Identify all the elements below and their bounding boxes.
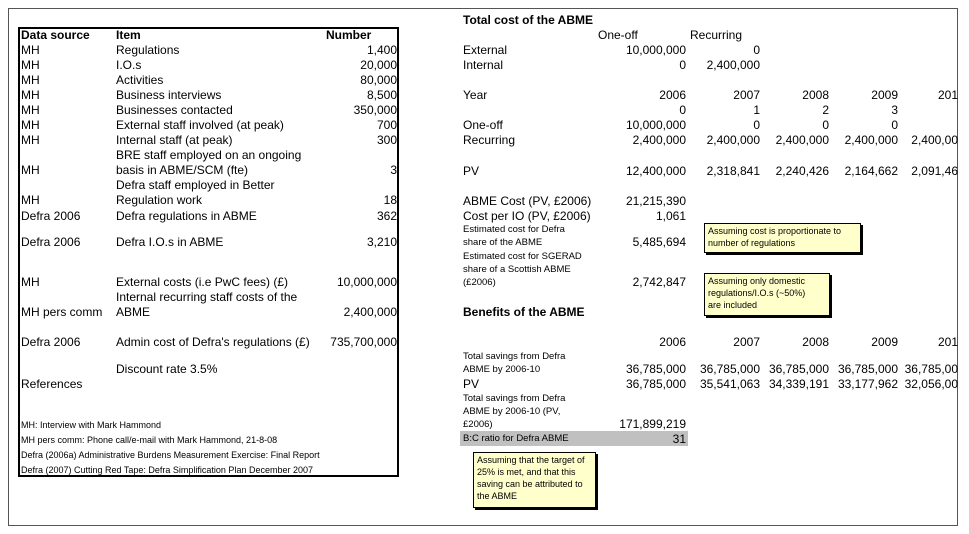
row-item: Businesses contacted <box>116 103 233 117</box>
row-source: Defra 2006 <box>21 335 81 349</box>
recurring-cell: 2,400,000 <box>706 133 760 147</box>
oneoff-cell: 0 <box>822 118 829 132</box>
benefit-pv-cell: 33,177,962 <box>837 377 898 391</box>
year-cell: 2006 <box>659 88 686 102</box>
row-item: Activities <box>116 73 164 87</box>
bc-ratio-label: B:C ratio for Defra ABME <box>463 433 569 444</box>
year-label: Year <box>463 88 488 102</box>
benefit-year-cell: 2008 <box>802 335 829 349</box>
note-line: are included <box>708 300 758 310</box>
row-number: 300 <box>376 133 397 147</box>
benefit-pv-cell: 32,056,00 <box>904 377 958 391</box>
reference-item: MH: Interview with Mark Hammond <box>21 420 162 430</box>
row-item: Regulations <box>116 43 180 57</box>
pv-cell: 2,164,662 <box>844 164 898 178</box>
row-item: basis in ABME/SCM (fte) <box>116 163 249 177</box>
row-number: 3 <box>390 163 397 177</box>
row-source: MH <box>21 43 40 57</box>
note-line: regulations/I.O.s (~50%) <box>708 288 806 298</box>
internal-oneoff: 0 <box>679 58 686 72</box>
row-source: MH <box>21 133 40 147</box>
row-item: Defra staff employed in Better <box>116 178 275 192</box>
year-cell: 2007 <box>733 88 760 102</box>
savings-cell: 36,785,00 <box>904 362 958 376</box>
row-item: Defra I.O.s in ABME <box>116 235 224 249</box>
row-source: MH pers comm <box>21 305 103 319</box>
row-number: 700 <box>376 118 397 132</box>
recurring-label: Recurring <box>463 133 516 147</box>
header-item: Item <box>116 28 141 42</box>
row-item: ABME <box>116 305 151 319</box>
year-index-cell: 2 <box>822 103 829 117</box>
benefits-pv-label: PV <box>463 377 480 391</box>
year-index-cell: 3 <box>891 103 898 117</box>
cost-per-io-label: Cost per IO (PV, £2006) <box>463 209 591 223</box>
pv-cell: 2,240,426 <box>775 164 829 178</box>
row-number: 2,400,000 <box>343 305 397 319</box>
cost-per-io-value: 1,061 <box>655 209 686 223</box>
savings-cell: 36,785,000 <box>837 362 898 376</box>
row-item: Admin cost of Defra's regulations (£) <box>116 335 310 349</box>
year-index-cell: 1 <box>753 103 760 117</box>
note-line: Assuming that the target of <box>477 455 585 465</box>
sgerad-share-value: 2,742,847 <box>632 275 686 289</box>
row-source: MH <box>21 193 40 207</box>
row-number: 3,210 <box>366 235 397 249</box>
pv-cell: 2,318,841 <box>706 164 760 178</box>
note-line: Assuming cost is proportionate to <box>708 226 842 236</box>
header-data-source: Data source <box>21 28 90 42</box>
cost-title: Total cost of the ABME <box>463 13 593 27</box>
row-item: Defra regulations in ABME <box>116 209 257 223</box>
bc-ratio-value: 31 <box>672 432 686 446</box>
note-proportionate <box>704 223 861 253</box>
recurring-cell: 2,400,000 <box>632 133 686 147</box>
row-source: MH <box>21 163 40 177</box>
row-source: MH <box>21 88 40 102</box>
references-label: References <box>21 377 83 391</box>
pv-cell: 12,400,000 <box>625 164 686 178</box>
reference-item: Defra (2007) Cutting Red Tape: Defra Simplification Plan December 2007 <box>21 465 313 475</box>
benefit-year-cell: 2007 <box>733 335 760 349</box>
savings-cell: 36,785,000 <box>699 362 760 376</box>
external-oneoff: 10,000,000 <box>625 43 686 57</box>
recurring-cell: 2,400,000 <box>844 133 898 147</box>
pv-label: PV <box>463 164 480 178</box>
row-item: Internal staff (at peak) <box>116 133 233 147</box>
row-number: 362 <box>376 209 397 223</box>
total-pv-label: £2006) <box>463 419 493 430</box>
row-number: 350,000 <box>353 103 397 117</box>
defra-share-label: share of the ABME <box>463 237 543 248</box>
benefit-pv-cell: 36,785,000 <box>625 377 686 391</box>
recurring-cell: 2,400,000 <box>775 133 829 147</box>
note-line: the ABME <box>477 491 518 501</box>
header-number: Number <box>326 28 372 42</box>
benefit-year-cell: 2009 <box>871 335 898 349</box>
note-line: Assuming only domestic <box>708 276 806 286</box>
oneoff-cell: 0 <box>753 118 760 132</box>
row-item: BRE staff employed on an ongoing <box>116 148 302 162</box>
total-pv-value: 171,899,219 <box>619 417 686 431</box>
row-number: 10,000,000 <box>336 275 397 289</box>
row-number: 8,500 <box>366 88 397 102</box>
pv-cell: 2,091,46 <box>911 164 958 178</box>
note-line: saving can be attributed to <box>477 479 583 489</box>
row-item: Regulation work <box>116 193 203 207</box>
row-item: I.O.s <box>116 58 142 72</box>
note-target <box>473 452 596 508</box>
sgerad-share-label: share of a Scottish ABME <box>463 264 571 275</box>
discount-rate: Discount rate 3.5% <box>116 362 218 376</box>
internal-recurring: 2,400,000 <box>706 58 760 72</box>
row-item: External staff involved (at peak) <box>116 118 284 132</box>
row-source: MH <box>21 58 40 72</box>
note-domestic <box>704 273 830 316</box>
col-oneoff: One-off <box>598 28 638 42</box>
abme-cost-value: 21,215,390 <box>625 194 686 208</box>
reference-item: Defra (2006a) Administrative Burdens Measurement Exercise: Final Report <box>21 450 320 460</box>
row-number: 80,000 <box>360 73 397 87</box>
year-index-cell: 0 <box>679 103 686 117</box>
row-source: MH <box>21 103 40 117</box>
savings-cell: 36,785,000 <box>768 362 829 376</box>
row-item: Internal recurring staff costs of the <box>116 290 298 304</box>
row-number: 735,700,000 <box>330 335 397 349</box>
row-source: MH <box>21 275 40 289</box>
defra-share-value: 5,485,694 <box>632 235 686 249</box>
sgerad-share-label: Estimated cost for SGERAD <box>463 251 582 262</box>
benefit-pv-cell: 35,541,063 <box>699 377 760 391</box>
total-pv-label: Total savings from Defra <box>463 393 566 404</box>
reference-item: MH pers comm: Phone call/e-mail with Mark Hammond, 21-8-08 <box>21 435 278 445</box>
external-label: External <box>463 43 508 57</box>
oneoff-cell: 0 <box>891 118 898 132</box>
oneoff-label: One-off <box>463 118 503 132</box>
year-cell: 2009 <box>871 88 898 102</box>
row-number: 20,000 <box>360 58 397 72</box>
row-item: External costs (i.e PwC fees) (£) <box>116 275 289 289</box>
defra-share-label: Estimated cost for Defra <box>463 224 565 235</box>
savings-label: ABME by 2006-10 <box>463 364 541 375</box>
row-item: Business interviews <box>116 88 222 102</box>
row-source: MH <box>21 73 40 87</box>
benefits-title: Benefits of the ABME <box>463 305 585 319</box>
year-cell: 2008 <box>802 88 829 102</box>
oneoff-cell: 10,000,000 <box>625 118 686 132</box>
savings-cell: 36,785,000 <box>625 362 686 376</box>
benefit-year-cell: 2006 <box>659 335 686 349</box>
internal-label: Internal <box>463 58 504 72</box>
year-cell: 201 <box>937 88 958 102</box>
external-recurring: 0 <box>753 43 760 57</box>
savings-label: Total savings from Defra <box>463 351 566 362</box>
benefit-year-cell: 201 <box>937 335 958 349</box>
row-number: 18 <box>383 193 397 207</box>
row-number: 1,400 <box>366 43 397 57</box>
row-source: Defra 2006 <box>21 235 81 249</box>
note-line: number of regulations <box>708 238 796 248</box>
abme-cost-label: ABME Cost (PV, £2006) <box>463 194 592 208</box>
row-source: Defra 2006 <box>21 209 81 223</box>
col-recurring: Recurring <box>690 28 743 42</box>
note-line: 25% is met, and that this <box>477 467 576 477</box>
recurring-cell: 2,400,00 <box>911 133 958 147</box>
total-pv-label: ABME by 2006-10 (PV, <box>463 406 561 417</box>
benefit-pv-cell: 34,339,191 <box>768 377 829 391</box>
sgerad-share-label: (£2006) <box>463 277 496 288</box>
row-source: MH <box>21 118 40 132</box>
